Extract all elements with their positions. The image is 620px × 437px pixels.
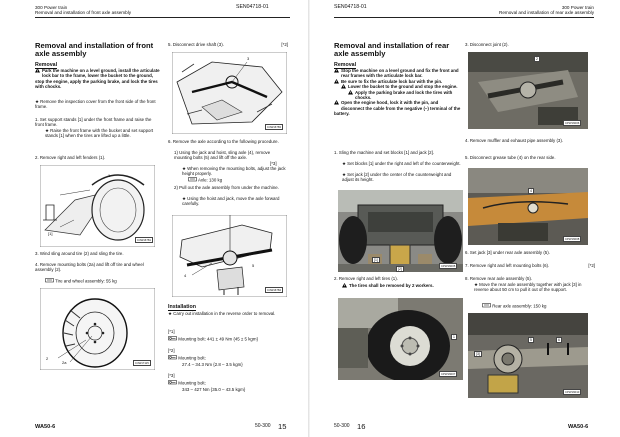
- removal-heading: Removal: [334, 62, 357, 68]
- hoist-icon: [188, 178, 197, 183]
- step-7-text: 7. Remove right and left mounting bolts (6).: [465, 263, 550, 268]
- step-2-warning: [342, 283, 462, 289]
- torque-wrench-icon: [168, 381, 177, 386]
- callout-bolts: 2a: [62, 360, 67, 365]
- torque-2: [168, 355, 288, 361]
- photo-counterweight: [338, 190, 463, 272]
- callout-jack: [2]: [398, 267, 402, 271]
- figure-code: C4W16784: [267, 288, 281, 292]
- doc-code: SEN04718-01: [236, 4, 269, 10]
- torque-2-tag: [*2]: [168, 348, 175, 353]
- star-note: [35, 99, 160, 110]
- step-8: 8. Remove rear axle assembly (5).: [465, 276, 533, 281]
- step-6: 6. Remove the axle according to the following procedure.: [168, 139, 279, 144]
- warning-block: [35, 68, 160, 90]
- counterweight-photo: [338, 190, 463, 272]
- callout-drive-shaft: 3: [247, 56, 250, 61]
- callout-bolts: 6: [558, 338, 560, 342]
- weight-text: Rear axle assembly: 150 kg: [492, 303, 547, 309]
- warning-text: Stop the machine on a level ground and fix the front and rear frames with the articulate lock bar.: [341, 68, 459, 79]
- drive-shaft-drawing: [172, 52, 287, 134]
- torque-1: [168, 336, 288, 342]
- step-6: 6. Set jack [3] under rear axle assembly (5).: [465, 250, 550, 255]
- torque-wrench-icon: [168, 356, 177, 361]
- callout-tire: 1: [453, 335, 455, 339]
- figure-code: CPW16006: [565, 121, 580, 125]
- step-5: [168, 42, 288, 47]
- step-2: 2. Remove right and left fenders (1).: [35, 155, 106, 160]
- step-2-warning-text: The tires shall be removed by 2 workers.: [349, 283, 434, 288]
- star-icon: ★: [168, 311, 174, 316]
- warning-text: Be sure to fix the articulate lock bar with the pin.: [341, 78, 443, 84]
- step-4: 4. Remove muffler and exhaust pipe assembly (3).: [465, 138, 564, 143]
- figure-code: CPW16005: [441, 264, 456, 268]
- doc-code: SEN04718-01: [334, 4, 367, 10]
- grease-tube-photo: [468, 168, 588, 245]
- step-6-1-tag: [*3]: [270, 161, 277, 166]
- star-icon: ★: [182, 166, 188, 171]
- figure-fender: [40, 165, 155, 247]
- figure-code: C4W16783: [267, 125, 281, 129]
- warning-list: [334, 68, 462, 117]
- figure-code: CPW16008: [565, 237, 580, 241]
- torque-wrench-icon: [168, 337, 177, 342]
- rear-tire-photo: [338, 298, 463, 380]
- warning-icon: [348, 90, 353, 96]
- callout-joint: 2: [536, 57, 538, 61]
- star-icon: ★: [35, 99, 41, 104]
- header-left: [35, 5, 131, 15]
- page-title: Removal and installation of front axle assembly: [35, 41, 154, 59]
- header-rule: [35, 17, 290, 18]
- step-5-tag: [*2]: [281, 42, 288, 47]
- step-6-1-note: [182, 166, 288, 177]
- callout-jack: [3]: [476, 352, 480, 356]
- callout-axle: 4: [184, 273, 187, 278]
- warning-text: Apply the parking brake and lock the tires with chocks.: [355, 89, 453, 101]
- figure-code: C4W17115: [135, 361, 149, 365]
- warning-icon: [35, 68, 40, 74]
- step-3: 3. Wind sling around tire (2) and sling the tire.: [35, 251, 124, 256]
- step-6-2-note: [182, 196, 288, 207]
- warning-text: Lower the bucket to the ground and stop the engine.: [348, 84, 458, 90]
- torque-2-label: Mounting bolt:: [178, 355, 206, 361]
- torque-1-tag: [*1]: [168, 329, 175, 334]
- header-chapter: 300 Power train: [561, 5, 594, 10]
- step-2: 2. Remove right and left tires (1).: [334, 276, 398, 281]
- step-6-2-note-text: Using the hoist and jack, move the axle forward carefully.: [182, 196, 280, 207]
- step-7-tag: [*2]: [588, 263, 595, 268]
- step-1-note-b: [342, 172, 462, 183]
- star-note-text: Remove the inspection cover from the front side of the front frame.: [35, 99, 156, 110]
- callout-support-stand: [1]: [48, 231, 53, 236]
- header-right: [462, 5, 594, 15]
- step-1-note-a-text: Set blocks [1] under the right and left of the counterweight.: [347, 161, 461, 166]
- torque-3-tag: [*3]: [168, 373, 175, 378]
- callout-axle: 5: [530, 338, 532, 342]
- step-6-1-text: 1) Using the jack and hoist, sling axle (4), remove mounting bolts (5) and lift off the axle.: [174, 150, 271, 161]
- page-16: [310, 0, 620, 437]
- photo-rear-axle: [468, 313, 588, 398]
- step-8-weight: [482, 303, 594, 309]
- header-subtitle: Removal and installation of rear axle assembly: [499, 10, 594, 16]
- rear-axle-photo: [468, 313, 588, 398]
- header-rule: [334, 17, 594, 18]
- callout-fender: 1: [108, 173, 111, 178]
- step-4: 4. Remove mounting bolts (2a) and lift off tire and wheel assembly (2).: [35, 262, 144, 273]
- page-title: Removal and installation of rear axle assembly: [334, 41, 450, 59]
- callout-tire: 2: [46, 356, 49, 361]
- warning-text: Open the engine hood, lock it with the pin, and disconnect the cable from the negative (–) terminal of the battery.: [334, 100, 461, 117]
- photo-grease-tube: [468, 168, 588, 245]
- photo-joint: [468, 52, 588, 129]
- joint-photo: [468, 52, 588, 129]
- hoist-icon: [482, 304, 491, 309]
- torque-3: [168, 380, 288, 386]
- step-6-2: 2) Pull out the axle assembly from under the machine.: [174, 185, 279, 190]
- step-5: 5. Disconnect grease tube (4) on the rear side.: [465, 155, 556, 160]
- footer-page-number: 16: [357, 422, 366, 431]
- footer-section: 50-300: [334, 423, 350, 429]
- step-6-1: [174, 150, 288, 161]
- warning-item: [334, 68, 462, 79]
- footer-page-number: 15: [278, 422, 287, 431]
- star-icon: ★: [182, 196, 188, 201]
- figure-code: C4W16781: [137, 238, 151, 242]
- step-1: 1. Sling the machine and set blocks [1] and jack [2].: [334, 150, 435, 155]
- axle-drawing: [172, 215, 287, 297]
- torque-3-label: Mounting bolt:: [178, 380, 206, 386]
- fender-drawing: [40, 165, 155, 247]
- warning-text: Park the machine on a level ground, install the articulate lock bar to the frame, lower the bucket to the ground, stop the engine, apply the parking brake, and lock the tires with chocks.: [35, 68, 160, 90]
- torque-1-text: Mounting bolt: 441 ± 49 Nm {45 ± 5 kgm}: [178, 336, 258, 342]
- weight-text: Tire and wheel assembly: 55 kg: [55, 278, 117, 284]
- step-1-note-a: [342, 161, 462, 166]
- tire-drawing: [40, 288, 155, 370]
- star-icon: ★: [342, 172, 348, 177]
- torque-3-value: 343 – 427 Nm {35.0 – 43.5 kgm}: [182, 387, 246, 392]
- header-chapter: 300 Power train: [35, 5, 68, 10]
- step-1-note-text: Raise the front frame with the bucket and set support stands [1] when the tires are lifted up a little.: [45, 128, 154, 139]
- step-7: [465, 263, 595, 268]
- torque-2-value: 27.4 – 34.3 Nm {2.8 – 3.5 kgm}: [182, 362, 243, 367]
- installation-note-text: Carry out installation in the reverse order to removal.: [173, 311, 276, 316]
- header-subtitle: Removal and installation of front axle assembly: [35, 10, 132, 16]
- footer-model: WA50-6: [35, 424, 56, 430]
- warning-item: [334, 100, 462, 116]
- figure-axle: [172, 215, 287, 297]
- star-icon: ★: [342, 161, 348, 166]
- star-icon: ★: [474, 282, 480, 287]
- step-5-text: 5. Disconnect drive shaft (3).: [168, 42, 224, 47]
- step-8-note-text: Move the rear axle assembly together with jack [3] in reverse about 50 cm to pull it out of the support.: [474, 282, 582, 293]
- callout-blocks: [1]: [374, 258, 378, 262]
- removal-heading: Removal: [35, 62, 58, 68]
- weight-text: Axle: 130 kg: [197, 177, 223, 183]
- footer-model: WA50-6: [568, 424, 589, 430]
- photo-rear-tire: [338, 298, 463, 380]
- installation-heading: Installation: [168, 304, 196, 310]
- callout-grease-tube: 4: [530, 189, 532, 193]
- installation-note: [168, 311, 288, 316]
- step-3: 3. Disconnect joint (2).: [465, 42, 509, 47]
- step-1: 1. Set support stands [1] under the front frame and raise the front frame.: [35, 117, 152, 128]
- step-6-1-weight: [188, 177, 288, 183]
- figure-code: CPW16010: [565, 390, 580, 394]
- figure-drive-shaft: [172, 52, 287, 134]
- warning-icon: [341, 84, 346, 90]
- warning-icon: [334, 79, 339, 85]
- hoist-icon: [45, 279, 54, 284]
- figure-tire: [40, 288, 155, 370]
- step-6-1-note-text: When removing the mounting bolts, adjust the jack height properly.: [182, 166, 286, 177]
- warning-item: [334, 90, 462, 101]
- warning-icon: [334, 100, 339, 106]
- step-8-note: [474, 282, 594, 293]
- callout-mount-bolts: 5: [252, 263, 255, 268]
- warning-icon: [334, 68, 339, 74]
- star-icon: ★: [45, 128, 51, 133]
- step-1-note: [45, 128, 160, 139]
- warning-icon: [342, 283, 347, 289]
- step-4-weight: [45, 278, 160, 284]
- figure-code: CPW16007: [441, 372, 456, 376]
- step-1-note-b-text: Set jack [2] under the center of the counterweight and adjust its height.: [342, 172, 452, 183]
- footer-section: 50-300: [255, 423, 271, 429]
